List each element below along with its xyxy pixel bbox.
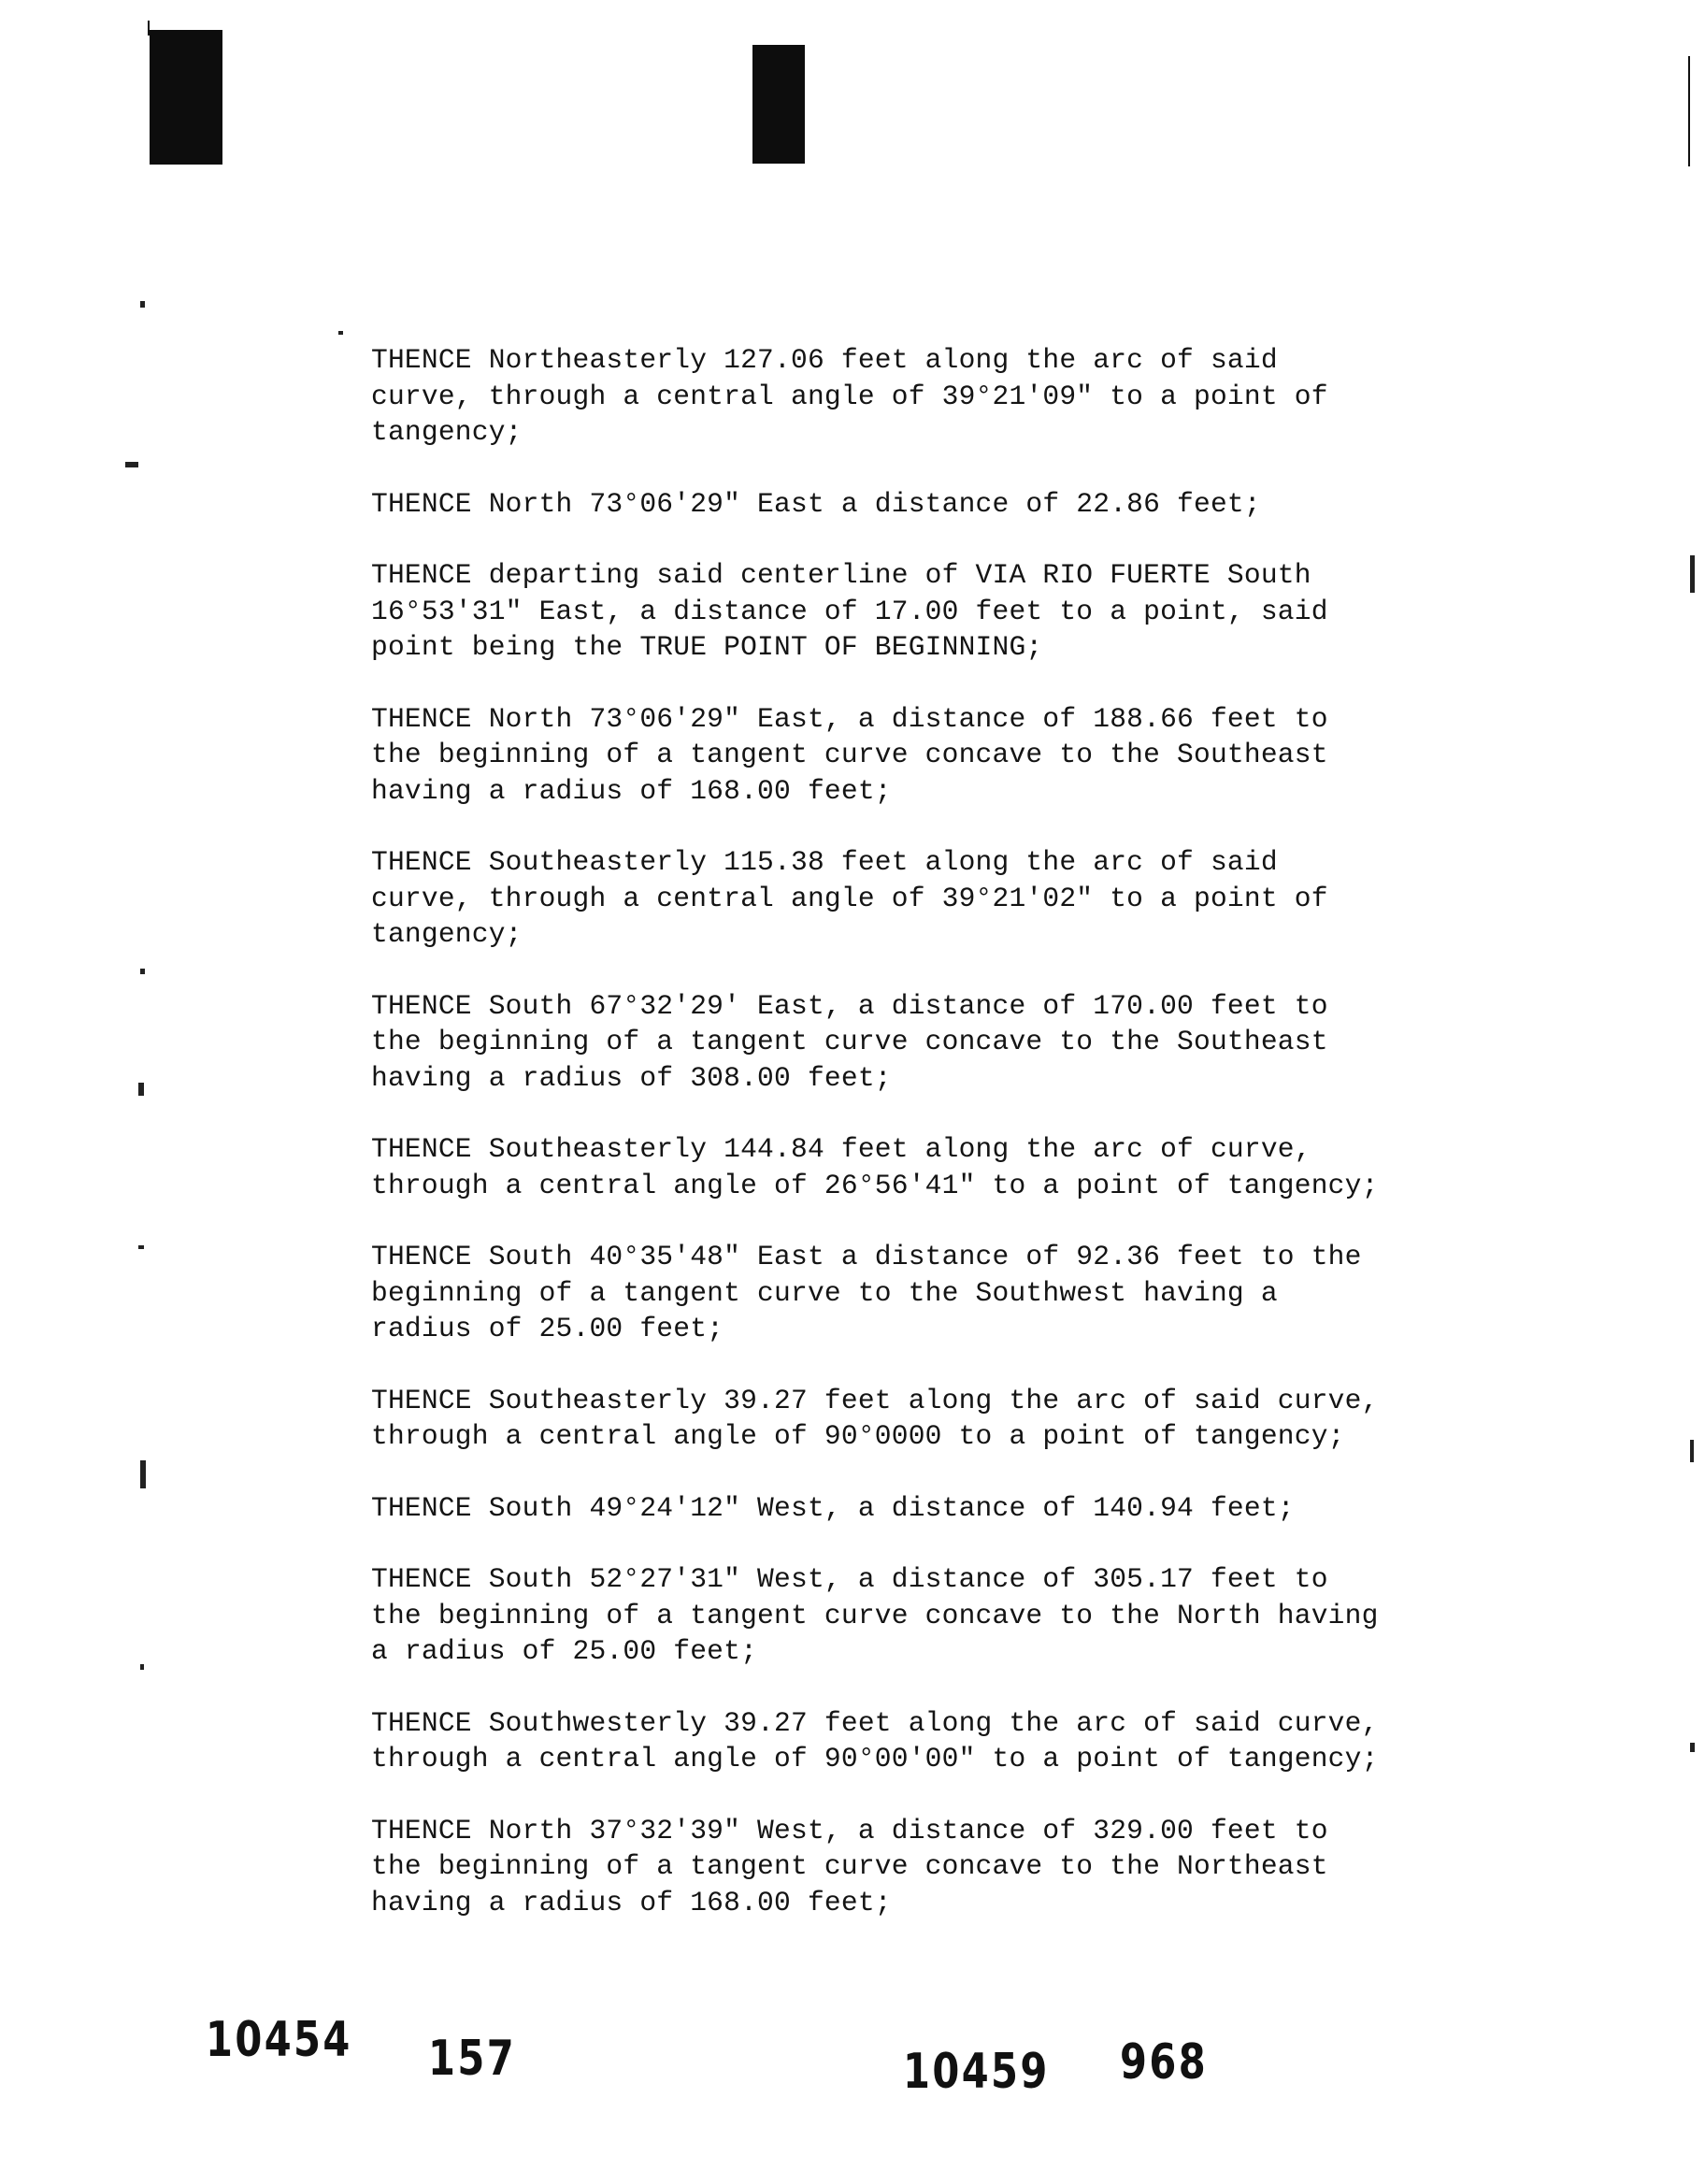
margin-speck	[140, 969, 145, 974]
text-line: THENCE South 49°24'12" West, a distance of 140.94 feet;	[371, 1491, 1295, 1524]
text-line: THENCE South 40°35'48" East a distance of 92.36 feet to the	[371, 1241, 1362, 1272]
paragraph	[371, 701, 1493, 810]
margin-speck	[138, 1245, 144, 1249]
scan-corner-tick	[148, 21, 150, 36]
page-stamp-right-b: 968	[1120, 2034, 1209, 2091]
margin-speck	[1690, 1743, 1695, 1752]
text-line: the beginning of a tangent curve concave to the Northeast	[371, 1850, 1328, 1882]
text-line: the beginning of a tangent curve concave to the North having	[371, 1599, 1379, 1631]
text-line: curve, through a central angle of 39°21'02" to a point of	[371, 882, 1328, 914]
text-line: radius of 25.00 feet;	[371, 1313, 724, 1344]
text-line: tangency;	[371, 416, 523, 448]
paragraph	[371, 1239, 1493, 1347]
paragraph	[371, 1813, 1493, 1921]
margin-speck	[125, 462, 138, 467]
scan-mark-top-center	[752, 45, 805, 164]
text-line: a radius of 25.00 feet;	[371, 1635, 758, 1667]
margin-speck	[338, 331, 343, 335]
text-line: curve, through a central angle of 39°21'09" to a point of	[371, 380, 1328, 412]
text-line: THENCE departing said centerline of VIA RIO FUERTE South	[371, 559, 1311, 591]
margin-speck	[1690, 555, 1695, 593]
paragraph	[371, 1561, 1493, 1670]
margin-speck	[1690, 1440, 1694, 1462]
scan-mark-top-left	[150, 30, 222, 165]
text-line: THENCE North 73°06'29" East, a distance of 188.66 feet to	[371, 702, 1328, 735]
paragraph	[371, 988, 1493, 1097]
text-line: through a central angle of 90°00'00" to a point of tangency;	[371, 1743, 1379, 1774]
text-line: through a central angle of 26°56'41" to a point of tangency;	[371, 1169, 1379, 1201]
text-line: THENCE Southeasterly 39.27 feet along the arc of said curve,	[371, 1384, 1379, 1416]
margin-speck	[140, 301, 145, 308]
text-line: THENCE Southeasterly 144.84 feet along the arc of curve,	[371, 1133, 1311, 1165]
paragraph	[371, 844, 1493, 953]
paragraph	[371, 1131, 1493, 1203]
paragraph	[371, 1490, 1493, 1527]
paragraph	[371, 1383, 1493, 1455]
text-line: tangency;	[371, 918, 523, 950]
page-stamp-left-a: 10454	[206, 2012, 352, 2068]
margin-speck	[140, 1664, 144, 1670]
legal-description-text	[371, 342, 1493, 1956]
paragraph	[371, 342, 1493, 451]
text-line: THENCE South 67°32'29' East, a distance of 170.00 feet to	[371, 989, 1328, 1022]
text-line: THENCE North 37°32'39" West, a distance of 329.00 feet to	[371, 1814, 1328, 1846]
margin-speck	[138, 1083, 144, 1096]
text-line: beginning of a tangent curve to the Southwest having a	[371, 1276, 1278, 1309]
text-line: having a radius of 168.00 feet;	[371, 1886, 892, 1918]
text-line: through a central angle of 90°0000 to a point of tangency;	[371, 1420, 1345, 1452]
text-line: THENCE Northeasterly 127.06 feet along the arc of said	[371, 344, 1278, 376]
text-line: having a radius of 308.00 feet;	[371, 1061, 892, 1094]
page-stamp-left-b: 157	[428, 2031, 517, 2087]
text-line: the beginning of a tangent curve concave to the Southeast	[371, 739, 1328, 770]
text-line: THENCE Southeasterly 115.38 feet along the arc of said	[371, 846, 1278, 878]
paragraph	[371, 1705, 1493, 1777]
text-line: point being the TRUE POINT OF BEGINNING;	[371, 631, 1043, 663]
paragraph	[371, 486, 1493, 523]
scan-edge-line	[1688, 56, 1690, 166]
text-line: THENCE North 73°06'29" East a distance of 22.86 feet;	[371, 487, 1261, 520]
text-line: THENCE South 52°27'31" West, a distance of 305.17 feet to	[371, 1563, 1328, 1595]
page-stamp-right-a: 10459	[903, 2044, 1050, 2100]
text-line: the beginning of a tangent curve concave to the Southeast	[371, 1026, 1328, 1057]
text-line: THENCE Southwesterly 39.27 feet along the arc of said curve,	[371, 1706, 1379, 1739]
margin-speck	[140, 1460, 146, 1488]
text-line: having a radius of 168.00 feet;	[371, 774, 892, 807]
text-line: 16°53'31" East, a distance of 17.00 feet to a point, said	[371, 595, 1328, 627]
paragraph	[371, 557, 1493, 666]
